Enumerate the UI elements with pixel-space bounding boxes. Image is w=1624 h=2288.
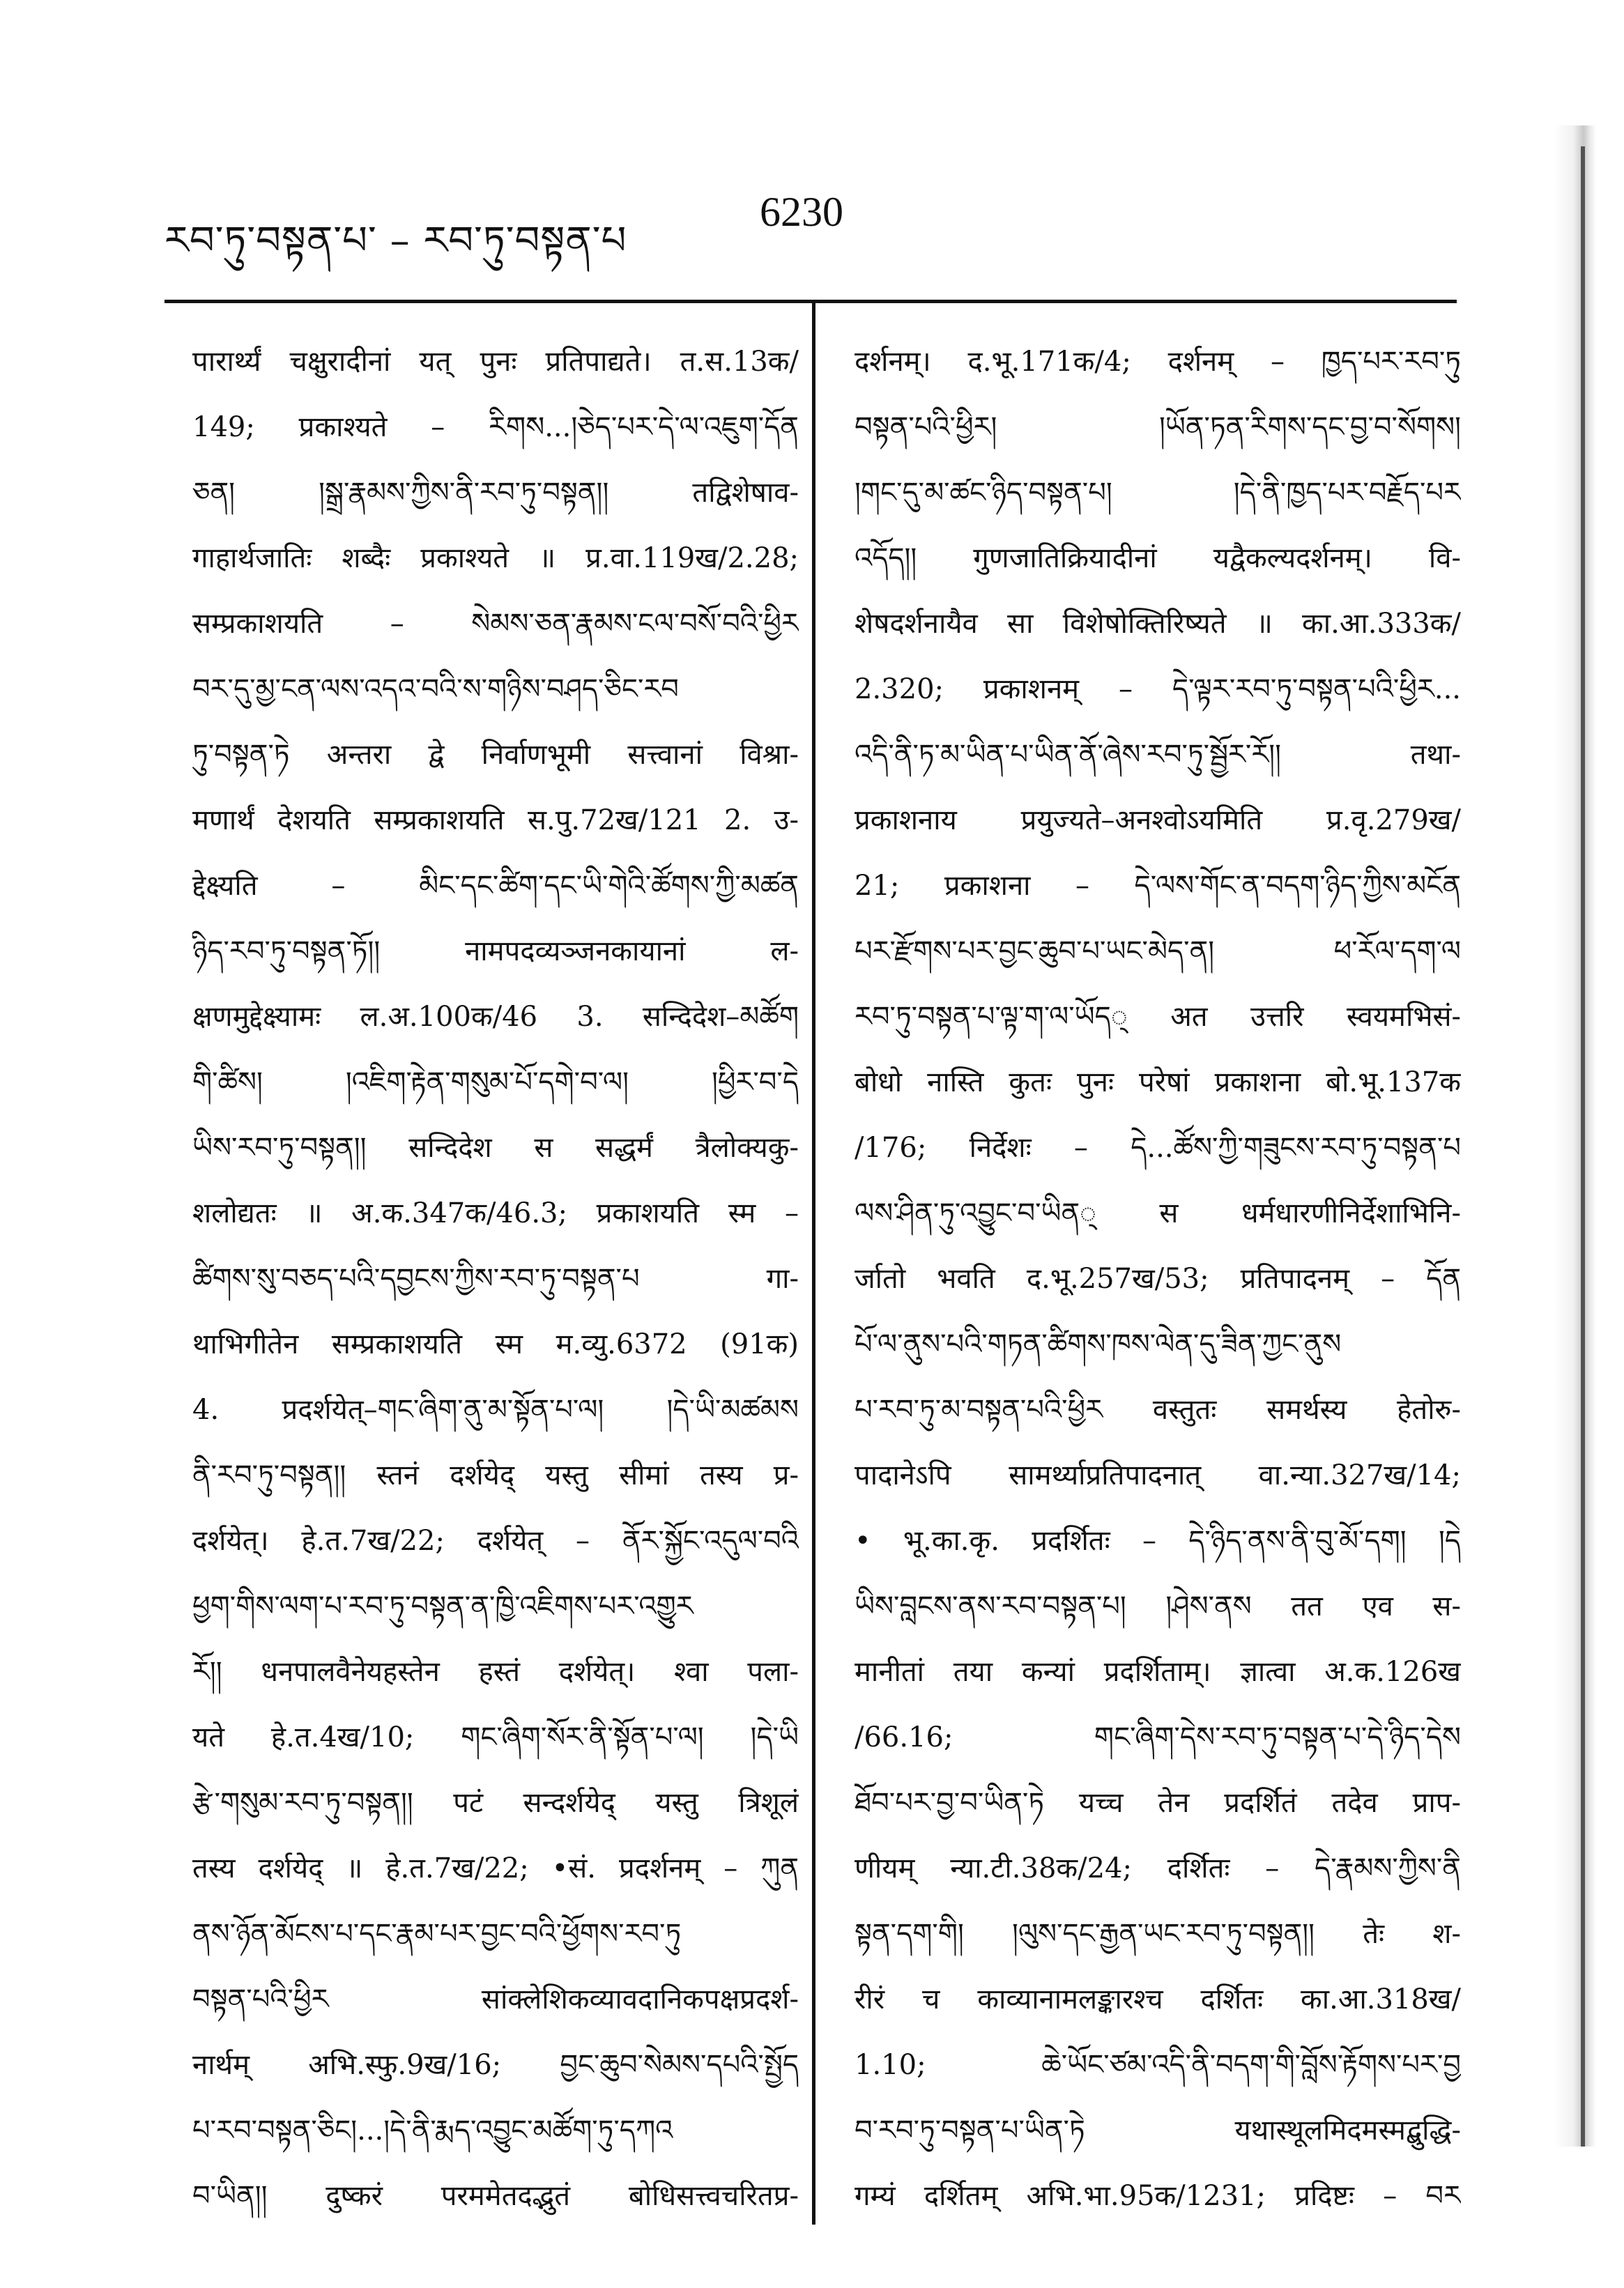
text-line: दर्शनम्। द.भू.171क/4; दर्शनम् – ཁྱད་པར་རབ་ཏུ [855, 346, 1461, 378]
text-line: प्रकाशनाय प्रयुज्यते–अनश्वोऽयमिति प्र.वृ.279ख/ [855, 804, 1461, 836]
text-line: द्देक्ष्यति – མིང་དང་ཚིག་དང་ཡི་གེའི་ཚོགས་ཀྱི་མཚན [192, 870, 799, 902]
text-line: སྟན་དག་གི། །ལུས་དང་རྒྱན་ཡང་རབ་ཏུ་བསྟན།། तेः श- [855, 1918, 1461, 1950]
text-line: བ་ཡིན།། दुष्करं परममेतदद्भुतं बोधिसत्त्वचरितप्र- [192, 2180, 799, 2212]
text-line: ཐོབ་པར་བྱ་བ་ཡིན་ཏེ यच्च तेन प्रदर्शितं तदेव प्राप- [855, 1787, 1461, 1819]
text-line: मणार्थं देशयति सम्प्रकाशयति स.पु.72ख/121 2. उ- [192, 804, 799, 836]
column-divider [812, 301, 815, 2225]
text-line: འདི་ནི་ཏ་མ་ཡིན་པ་ཡིན་ནོ་ཞེས་རབ་ཏུ་སྦྱོར་རོ།། तथा- [855, 739, 1461, 771]
text-line: यते हे.त.4ख/10; གང་ཞིག་སོར་ནི་སྟོན་པ་ལ། །དེ་ཡི [192, 1721, 799, 1753]
text-line: ལས་ཤིན་ཏུ་འབྱུང་བ་ཡིན् स धर्मधारणीनिर्देशाभिनि- [855, 1197, 1461, 1229]
text-line: ནི་རབ་ཏུ་བསྟན།། स्तनं दर्शयेद् यस्तु सीमां तस्य प्र- [192, 1459, 799, 1491]
text-line: नार्थम् अभि.स्फु.9ख/16; བྱང་ཆུབ་སེམས་དཔའི་སྤྱོད [192, 2049, 799, 2081]
text-line: རྩེ་གསུམ་རབ་ཏུ་བསྟན།། पटं सन्दर्शयेद् यस्तु त्रिशूलं [192, 1787, 799, 1819]
text-line: /176; निर्देशः – དེ...ཚོས་ཀྱི་གཟུངས་རབ་ཏུ་བསྟན་པ [855, 1132, 1461, 1164]
text-line: 149; प्रकाश्यते – རིགས...།ཅེད་པར་དེ་ལ་འཇུག་དོན [192, 411, 799, 443]
text-line: तस्य दर्शयेद् ॥ हे.त.7ख/22; •सं. प्रदर्शनम् – ཀུན [192, 1852, 799, 1884]
text-line: पादानेऽपि सामर्थ्याप्रतिपादनात् वा.न्या.327ख/14; [855, 1459, 1461, 1491]
text-line: /66.16; གང་ཞིག་དེས་རབ་ཏུ་བསྟན་པ་དེ་ཉིད་དེས [855, 1721, 1461, 1753]
running-head: རབ་ཏུ་བསྟན་པ་ – རབ་ཏུ་བསྟན་པ [164, 218, 627, 263]
text-line: गाहार्थजातिः शब्दैः प्रकाश्यते ॥ प्र.वा.119ख/2.28; [192, 542, 799, 574]
text-line: ཡིས་བླངས་ནས་རབ་བསྟན་པ། །ཤེས་ནས तत एव स- [855, 1590, 1461, 1622]
text-line: थाभिगीतेन सम्प्रकाशयति स्म म.व्यु.6372 (91क) [192, 1328, 799, 1360]
text-line: པ་རབ་ཏུ་མ་བསྟན་པའི་ཕྱིར वस्तुतः समर्थस्य हेतोरु- [855, 1394, 1461, 1426]
page-edge-binding [1581, 146, 1585, 2147]
text-line: 1.10; ཆེ་ཡོང་ཙམ་འདི་ནི་བདག་གི་བློས་རྟོགས་པར་བྱ [855, 2049, 1461, 2081]
page-edge-shadow [1554, 125, 1596, 2147]
text-line: པར་རྫོགས་པར་བྱང་ཆུབ་པ་ཡང་མེད་ན། ཕ་རོལ་དག་ལ [855, 935, 1461, 967]
header-rule [164, 300, 1457, 303]
text-line: णीयम् न्या.टी.38क/24; दर्शितः – དེ་རྣམས་ཀྱིས་ནི [855, 1852, 1461, 1884]
text-line: པ་རབ་བསྟན་ཅིང།...།དེ་ནི་རྨད་འབྱུང་མཚོག་ཏུ་དཀའ [192, 2114, 673, 2147]
text-line: मानीतां तया कन्यां प्रदर्शिताम्। ज्ञात्वा अ.क.126ख [855, 1656, 1461, 1688]
text-line: • भू.का.कृ. प्रदर्शितः – དེ་ཉིད་ནས་ནི་བུ་མོ་དག། །དེ [855, 1525, 1461, 1557]
text-line: རོ།། धनपालवैनेयहस्तेन हस्तं दर्शयेत्। श्वा पला- [192, 1656, 799, 1688]
text-line: दर्शयेत्। हे.त.7ख/22; दर्शयेत् – ནོར་སྐྱོང་འདུལ་བའི [192, 1525, 799, 1557]
page-number: 6230 [760, 189, 843, 235]
text-line: 2.320; प्रकाशनम् – དེ་ལྟར་རབ་ཏུ་བསྟན་པའི་ཕྱིར... [855, 673, 1461, 705]
left-column [192, 329, 799, 2229]
text-line: गम्यं दर्शितम् अभि.भा.95क/1231; प्रदिष्टः – བར [855, 2180, 1461, 2212]
text-line: འདོད།། गुणजातिक्रियादीनां यद्वैकल्यदर्शनम्। वि- [855, 542, 1461, 574]
text-line: བ་རབ་ཏུ་བསྟན་པ་ཡིན་ཏེ यथास्थूलमिदमस्मद्बुद्धि- [855, 2114, 1461, 2147]
text-line: र्जातो भवति द.भू.257ख/53; प्रतिपादनम् – དོན [855, 1263, 1461, 1295]
right-column [855, 329, 1461, 2229]
text-line: །གང་དུ་མ་ཚང་ཉིད་བསྟན་པ། །དེ་ནི་ཁྱད་པར་བརྗོད་པར [855, 477, 1461, 509]
text-line: ཏུ་བསྟན་ཏེ अन्तरा द्वे निर्वाणभूमी सत्त्वानां विश्रा- [192, 739, 799, 771]
text-line: ཅན། །སྒྲ་རྣམས་ཀྱིས་ནི་རབ་ཏུ་བསྟན།། तद्विशेषाव- [192, 477, 799, 509]
text-line: བར་དུ་མྱ་ངན་ལས་འདའ་བའི་ས་གཉིས་བཤད་ཅིང་རབ [192, 673, 679, 705]
text-line: ཡིས་རབ་ཏུ་བསྟན།། सन्दिदेश स सद्धर्मं त्रैलोक्यकु- [192, 1132, 799, 1164]
text-line: शेषदर्शनायैव सा विशेषोक्तिरिष्यते ॥ का.आ.333क/ [855, 608, 1461, 640]
text-line: ཉིད་རབ་ཏུ་བསྟན་ཏོ།། नामपदव्यञ्जनकायानां ल- [192, 935, 799, 967]
text-line: क्षणमुद्देक्ष्यामः ल.अ.100क/46 3. सन्दिदेश–མཚོག [192, 1001, 799, 1033]
text-line: सम्प्रकाशयति – སེམས་ཅན་རྣམས་ངལ་བསོ་བའི་ཕྱིར [192, 608, 799, 640]
text-line: བསྟན་པའི་ཕྱིར सांक्लेशिकव्यावदानिकपक्षप्रदर्श- [192, 1983, 799, 2016]
text-line: ཚིགས་སུ་བཅད་པའི་དབྱངས་ཀྱིས་རབ་ཏུ་བསྟན་པ गा- [192, 1263, 799, 1295]
text-line: बोधो नास्ति कुतः पुनः परेषां प्रकाशना बो.भू.137क [855, 1066, 1461, 1098]
text-line: 4. प्रदर्शयेत्–གང་ཞིག་ནུ་མ་སྟོན་པ་ལ། །དེ་ཡི་མཚམས [192, 1394, 799, 1426]
text-line: གི་ཚིས། །འཇིག་རྟེན་གསུམ་པོ་དགེ་བ་ལ། །ཕྱིར་བ་དེ [192, 1066, 799, 1098]
text-line: पारार्थ्यं चक्षुरादीनां यत् पुनः प्रतिपाद्यते। त.स.13क/ [192, 346, 799, 378]
text-line: ནས་ཉོན་མོངས་པ་དང་རྣམ་པར་བྱང་བའི་ཕྱོགས་རབ་ཏུ [192, 1918, 682, 1950]
text-line: པོ་ལ་ནུས་པའི་གཏན་ཚིགས་ཁས་ལེན་དུ་ཟིན་ཀྱང་ནུས [855, 1328, 1342, 1360]
text-line: ཕྱག་གིས་ལག་པ་རབ་ཏུ་བསྟན་ན་ཁྱི་འཇིགས་པར་འགྱུར [192, 1590, 694, 1622]
text-line: བསྟན་པའི་ཕྱིར། །ཡོན་ཏན་རིགས་དང་བྱ་བ་སོགས། [855, 411, 1461, 443]
text-line: रीरं च काव्यानामलङ्कारश्च दर्शितः का.आ.318ख/ [855, 1983, 1461, 2016]
text-line: 21; प्रकाशना – དེ་ལས་གོང་ན་བདག་ཉིད་ཀྱིས་མངོན [855, 870, 1461, 902]
text-line: རབ་ཏུ་བསྟན་པ་ལྟ་ག་ལ་ཡོད् अत उत्तरि स्वयमभिसं- [855, 1001, 1461, 1033]
text-line: शलोद्यतः ॥ अ.क.347क/46.3; प्रकाशयति स्म – [192, 1197, 799, 1229]
